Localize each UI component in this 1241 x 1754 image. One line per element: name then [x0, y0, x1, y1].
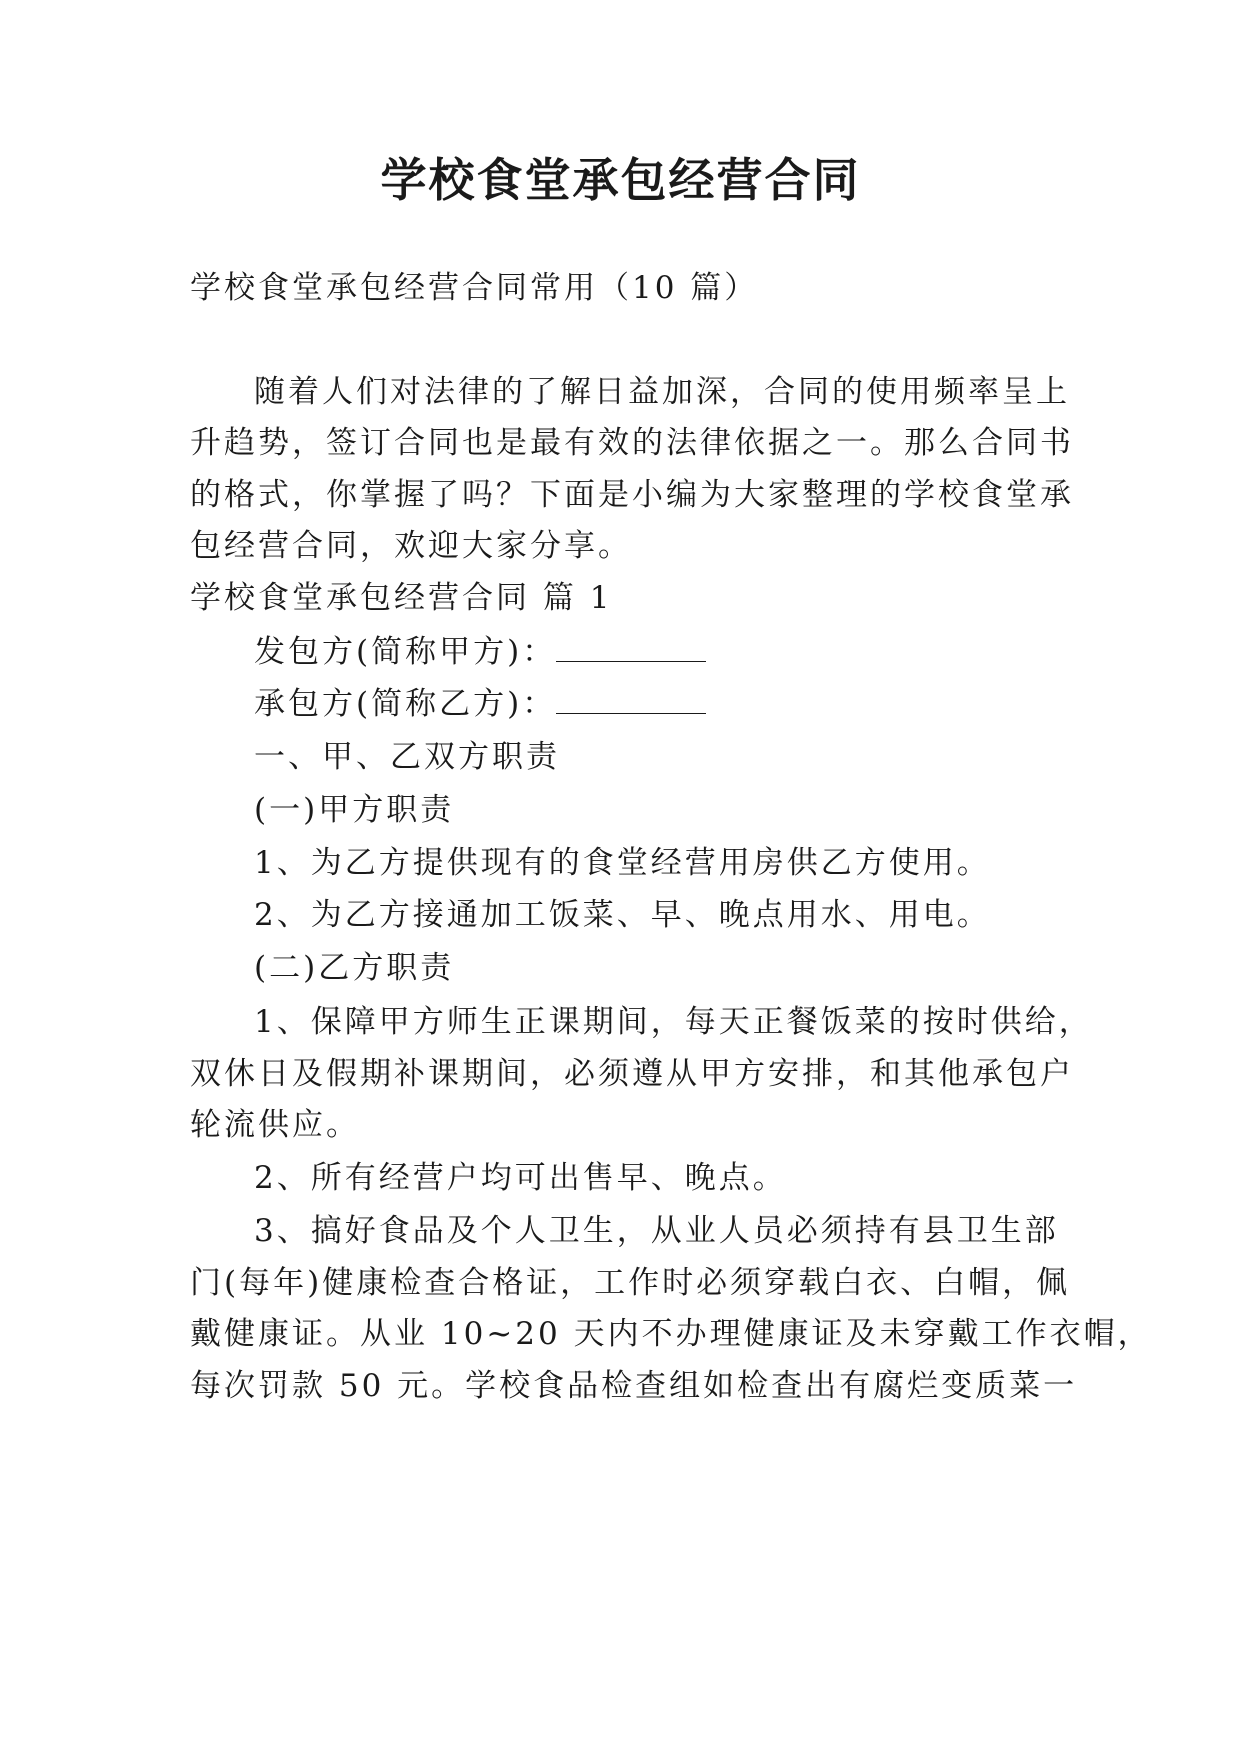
sub-b-item-3-line-4: 每次罚款 50 元。学校食品检查组如检查出有腐烂变质菜一: [190, 1368, 1078, 1404]
sub-b-item-1-line-3: 轮流供应。: [190, 1107, 360, 1143]
party-b-line: [254, 684, 706, 724]
clause-1-heading: 一、甲、乙双方职责: [254, 739, 560, 775]
sub-b-item-1-line-2: 双休日及假期补课期间，必须遵从甲方安排，和其他承包户: [190, 1056, 1074, 1092]
document-title: 学校食堂承包经营合同: [380, 153, 861, 207]
intro-line-1: 随着人们对法律的了解日益加深，合同的使用频率呈上: [254, 374, 1070, 410]
document-subtitle: 学校食堂承包经营合同常用（10 篇）: [190, 270, 759, 306]
sub-b-item-1-line-1: 1、保障甲方师生正课期间，每天正餐饭菜的按时供给，: [254, 1004, 1093, 1040]
party-b-blank: [556, 687, 706, 714]
sub-b-item-3-line-3: 戴健康证。从业 10~20 天内不办理健康证及未穿戴工作衣帽，: [190, 1316, 1152, 1352]
sub-b-item-3-line-2: 门(每年)健康检查合格证，工作时必须穿载白衣、白帽，佩: [190, 1265, 1071, 1301]
party-a-blank: [556, 635, 706, 662]
party-a-label: 发包方(简称甲方)：: [254, 634, 557, 670]
sub-a-item-1: 1、为乙方提供现有的食堂经营用房供乙方使用。: [254, 845, 991, 881]
sub-b-item-3-line-1: 3、搞好食品及个人卫生，从业人员必须持有县卫生部: [254, 1213, 1059, 1249]
section-heading: 学校食堂承包经营合同 篇 1: [190, 580, 613, 616]
sub-a-item-2: 2、为乙方接通加工饭菜、早、晚点用水、用电。: [254, 897, 991, 933]
intro-line-4: 包经营合同，欢迎大家分享。: [190, 528, 632, 564]
sub-b-heading: (二)乙方职责: [254, 950, 455, 986]
sub-b-item-2: 2、所有经营户均可出售早、晚点。: [254, 1160, 787, 1196]
sub-a-heading: (一)甲方职责: [254, 792, 455, 828]
party-b-label: 承包方(简称乙方)：: [254, 686, 557, 722]
intro-line-3: 的格式，你掌握了吗？下面是小编为大家整理的学校食堂承: [190, 477, 1074, 513]
intro-line-2: 升趋势，签订合同也是最有效的法律依据之一。那么合同书: [190, 425, 1074, 461]
party-a-line: [254, 632, 706, 672]
